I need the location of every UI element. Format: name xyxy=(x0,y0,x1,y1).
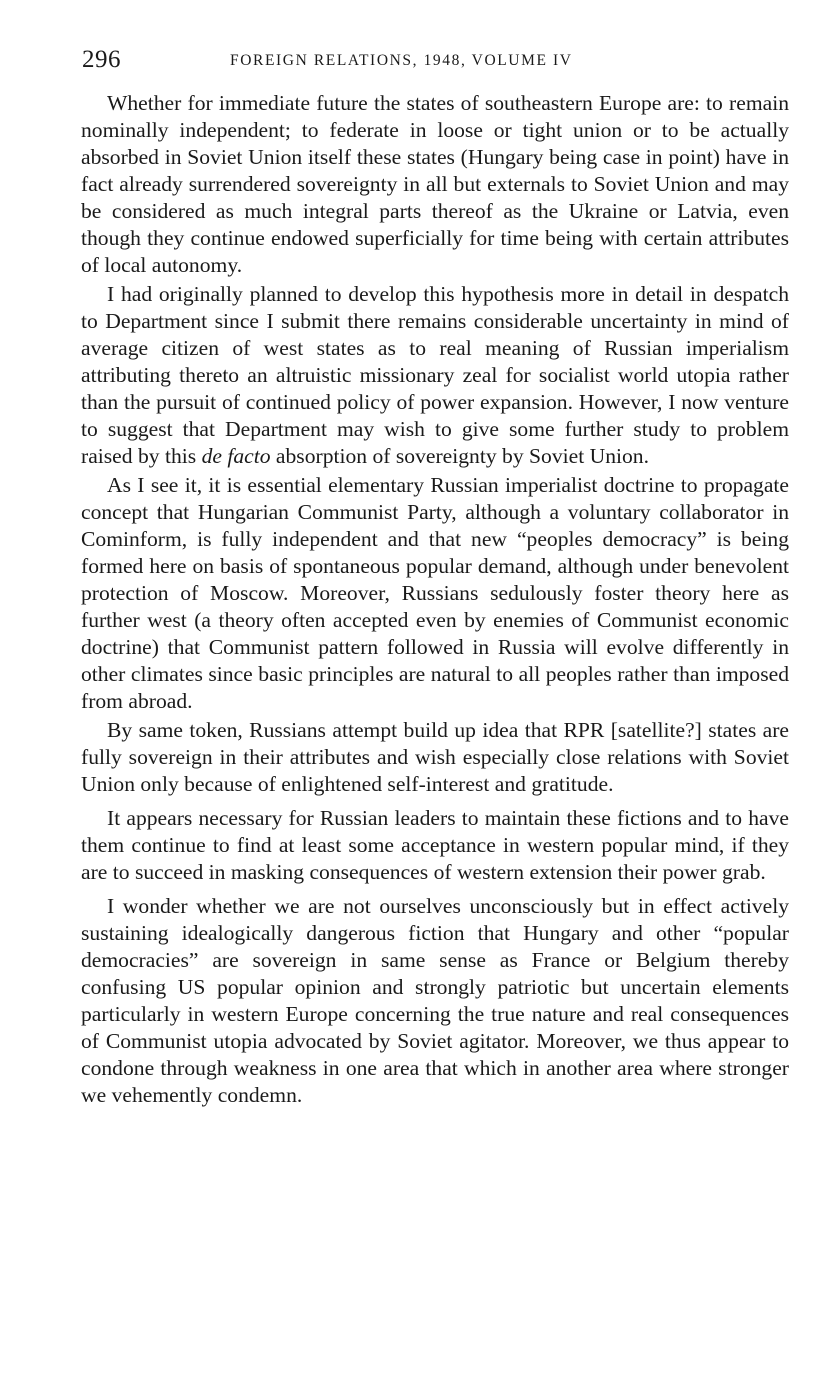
paragraph-popular-democracies: I wonder whether we are not ourselves unconsciously but in effect actively sustaining idealogically dangerous fiction that Hungary and other “popular democracies” are sovereign in same sense as France or Belgium thereby confusing US popular opinion and strongly patriotic but uncertain elements particularly in western Europe concerning the true nature and real consequences of Communist utopia advocated by Soviet agitator. Moreover, we thus appear to condone through weakness in one area that which in another area where stronger we vehemently condemn. xyxy=(81,894,789,1107)
paragraph-hypothesis-text: I had originally planned to develop this hypothesis more in detail in despatch to Department since I submit there remains considerable uncertainty in mind of average citizen of west states as to real meaning of Russian imperialism attributing thereto an altruistic missionary zeal for socialist world utopia rather than the pursuit of continued policy of power expansion. However, I now venture to suggest that Department may wish to give some further study to problem raised by this xyxy=(81,282,789,468)
paragraph-hypothesis xyxy=(81,281,789,470)
paragraph-southeastern-europe: Whether for immediate future the states of southeastern Europe are: to remain nominally independent; to federate in loose or tight union or to be actually absorbed in Soviet Union itself these states (Hungary being case in point) have in fact already surrendered sovereignty in all but externals to Soviet Union and may be considered as much integral parts thereof as the Ukraine or Latvia, even though they continue endowed superficially for time being with certain attributes of local autonomy. xyxy=(81,91,789,277)
running-head xyxy=(80,44,790,78)
paragraph-hypothesis-text-end: absorption of sovereignty by Soviet Union. xyxy=(270,444,649,468)
document-body xyxy=(81,90,789,1109)
paragraph-fictions: It appears necessary for Russian leaders to maintain these fictions and to have them continue to find at least some acceptance in western popular mind, if they are to succeed in masking consequences of western extension their power grab. xyxy=(81,806,789,884)
paragraph-imperialist-doctrine: As I see it, it is essential elementary Russian imperialist doctrine to propagate concept that Hungarian Communist Party, although a voluntary collaborator in Cominform, is fully independent and that new “peoples democracy” is being formed here on basis of spontaneous popular demand, although under benevolent protection of Moscow. Moreover, Russians sedulously foster theory here as further west (a theory often accepted even by enemies of Communist economic doctrine) that Communist pattern followed in Russia will evolve differently in other climates since basic principles are natural to all peoples rather than imposed from abroad. xyxy=(81,473,789,713)
running-head-title: FOREIGN RELATIONS, 1948, VOLUME IV xyxy=(230,52,573,69)
page-number: 296 xyxy=(82,46,121,73)
paragraph-hypothesis-italic: de facto xyxy=(201,444,271,468)
paragraph-same-token: By same token, Russians attempt build up idea that RPR [satellite?] states are fully sovereign in their attributes and wish especially close relations with Soviet Union only because of enlightened self-interest and gratitude. xyxy=(81,718,789,796)
